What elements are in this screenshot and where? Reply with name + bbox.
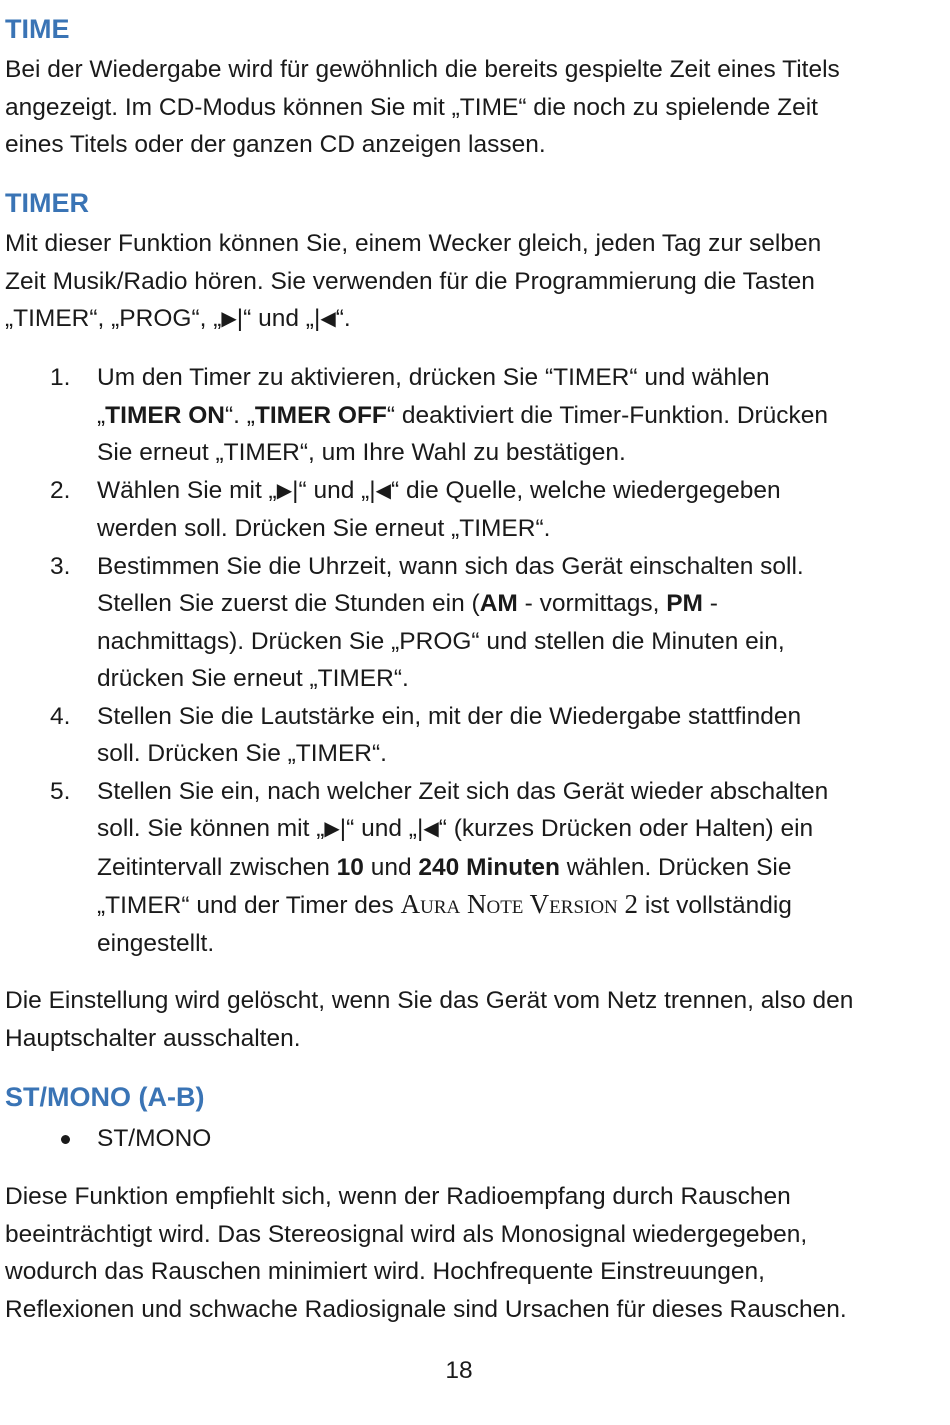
text-fragment: “. „ bbox=[224, 401, 255, 429]
text-fragment: |“ und „| bbox=[292, 476, 376, 504]
text-line bbox=[5, 300, 821, 339]
text-fragment: Wählen Sie mit „ bbox=[97, 476, 277, 504]
text-line: werden soll. Drücken Sie erneut „TIMER“. bbox=[97, 515, 551, 542]
bold-text: 240 Minuten bbox=[418, 853, 560, 881]
left-triangle-icon: ◀ bbox=[423, 818, 439, 840]
timer-steps-list bbox=[5, 359, 905, 962]
text-fragment: „TIMER“ und der Timer des bbox=[97, 892, 401, 919]
text-fragment: - vormittags, bbox=[517, 590, 667, 617]
text-line: eingestellt. bbox=[97, 929, 215, 957]
step-number: 1. bbox=[50, 364, 71, 391]
paragraph-time bbox=[5, 51, 840, 164]
text-line: Die Einstellung wird gelöscht, wenn Sie das Gerät vom Netz trennen, also den bbox=[5, 987, 854, 1014]
bullet-text: ST/MONO bbox=[97, 1125, 212, 1152]
text-line bbox=[97, 886, 905, 925]
text-line: Bei der Wiedergabe wird für gewöhnlich die bereits gespielte Zeit eines Titels bbox=[5, 56, 840, 83]
text-line: angezeigt. Im CD-Modus können Sie mit „TIME“ die noch zu spielende Zeit bbox=[5, 93, 818, 121]
text-fragment: - bbox=[702, 590, 718, 617]
paragraph-reset-note bbox=[5, 982, 853, 1057]
text-line bbox=[97, 397, 905, 435]
paragraph-st-mono bbox=[5, 1178, 847, 1328]
text-fragment: ist vollständig bbox=[638, 892, 792, 919]
text-fragment: |“ und „| bbox=[236, 305, 321, 332]
text-line: Bestimmen Sie die Uhrzeit, wann sich das Gerät einschalten soll. bbox=[97, 552, 804, 580]
step-number: 2. bbox=[50, 476, 71, 504]
text-line: Reflexionen und schwache Radiosignale sind Ursachen für dieses Rauschen. bbox=[5, 1295, 847, 1323]
text-line: beeinträchtigt wird. Das Stereosignal wird als Monosignal wiedergegeben, bbox=[5, 1220, 808, 1248]
bullet-dot-icon bbox=[61, 1135, 70, 1144]
text-line: drücken Sie erneut „TIMER“. bbox=[97, 665, 409, 692]
bold-text: TIMER OFF bbox=[254, 401, 387, 429]
page-number: 18 bbox=[445, 1357, 473, 1384]
text-fragment: „ bbox=[97, 401, 106, 429]
heading-st-mono: ST/MONO (A-B) bbox=[5, 1082, 205, 1112]
text-fragment: und bbox=[363, 853, 419, 881]
play-triangle-icon: ▶ bbox=[324, 818, 340, 840]
text-line bbox=[97, 849, 905, 887]
text-fragment: “ die Quelle, welche wiedergegeben bbox=[391, 476, 781, 504]
list-item bbox=[5, 698, 905, 773]
text-line: nachmittags). Drücken Sie „PROG“ und stellen die Minuten ein, bbox=[97, 627, 785, 655]
product-name: Aura Note Version 2 bbox=[400, 889, 639, 919]
text-line: eines Titels oder der ganzen CD anzeigen lassen. bbox=[5, 131, 546, 158]
left-triangle-icon: ◀ bbox=[375, 479, 392, 502]
text-line: Um den Timer zu aktivieren, drücken Sie “TIMER“ und wählen bbox=[97, 364, 770, 391]
text-line: Sie erneut „TIMER“, um Ihre Wahl zu bestätigen. bbox=[97, 439, 626, 466]
text-line: Zeit Musik/Radio hören. Sie verwenden für die Programmierung die Tasten bbox=[5, 267, 815, 295]
left-triangle-icon: ◀ bbox=[320, 308, 336, 330]
bold-text: 10 bbox=[336, 853, 364, 881]
step-number: 3. bbox=[50, 552, 71, 580]
text-fragment: “. bbox=[335, 305, 351, 332]
text-line: Mit dieser Funktion können Sie, einem Wecker gleich, jeden Tag zur selben bbox=[5, 230, 822, 257]
text-fragment: “ deaktiviert die Timer-Funktion. Drücken bbox=[386, 401, 829, 429]
text-line bbox=[97, 472, 905, 511]
text-line: Diese Funktion empfiehlt sich, wenn der Radioempfang durch Rauschen bbox=[5, 1183, 791, 1210]
text-line: Hauptschalter ausschalten. bbox=[5, 1024, 301, 1052]
heading-time: TIME bbox=[5, 14, 70, 44]
list-item bbox=[5, 548, 905, 698]
text-fragment: “ (kurzes Drücken oder Halten) ein bbox=[438, 815, 814, 842]
text-line: Stellen Sie die Lautstärke ein, mit der die Wiedergabe stattfinden bbox=[97, 702, 802, 730]
step-number: 4. bbox=[50, 702, 71, 730]
bold-text: PM bbox=[666, 590, 703, 617]
text-line: wodurch das Rauschen minimiert wird. Hochfrequente Einstreuungen, bbox=[5, 1258, 765, 1285]
text-fragment: Stellen Sie zuerst die Stunden ein ( bbox=[97, 590, 480, 617]
play-triangle-icon: ▶ bbox=[276, 479, 293, 502]
text-fragment: soll. Sie können mit „ bbox=[97, 815, 325, 842]
heading-timer: TIMER bbox=[5, 188, 89, 218]
step-number: 5. bbox=[50, 777, 71, 805]
list-item bbox=[5, 359, 905, 472]
text-fragment: Zeitintervall zwischen bbox=[97, 853, 337, 881]
text-line: Stellen Sie ein, nach welcher Zeit sich das Gerät wieder abschalten bbox=[97, 777, 829, 805]
list-item bbox=[5, 472, 905, 548]
text-fragment: wählen. Drücken Sie bbox=[560, 853, 792, 881]
play-triangle-icon: ▶ bbox=[221, 308, 237, 330]
text-line: soll. Drücken Sie „TIMER“. bbox=[97, 740, 387, 767]
paragraph-timer-intro bbox=[5, 225, 821, 339]
bold-text: AM bbox=[479, 590, 518, 617]
text-line bbox=[97, 585, 905, 623]
bold-text: TIMER ON bbox=[105, 401, 225, 429]
text-fragment: „TIMER“, „PROG“, „ bbox=[5, 305, 222, 332]
text-line bbox=[97, 810, 905, 849]
text-fragment: |“ und „| bbox=[339, 815, 424, 842]
list-item bbox=[5, 773, 905, 963]
